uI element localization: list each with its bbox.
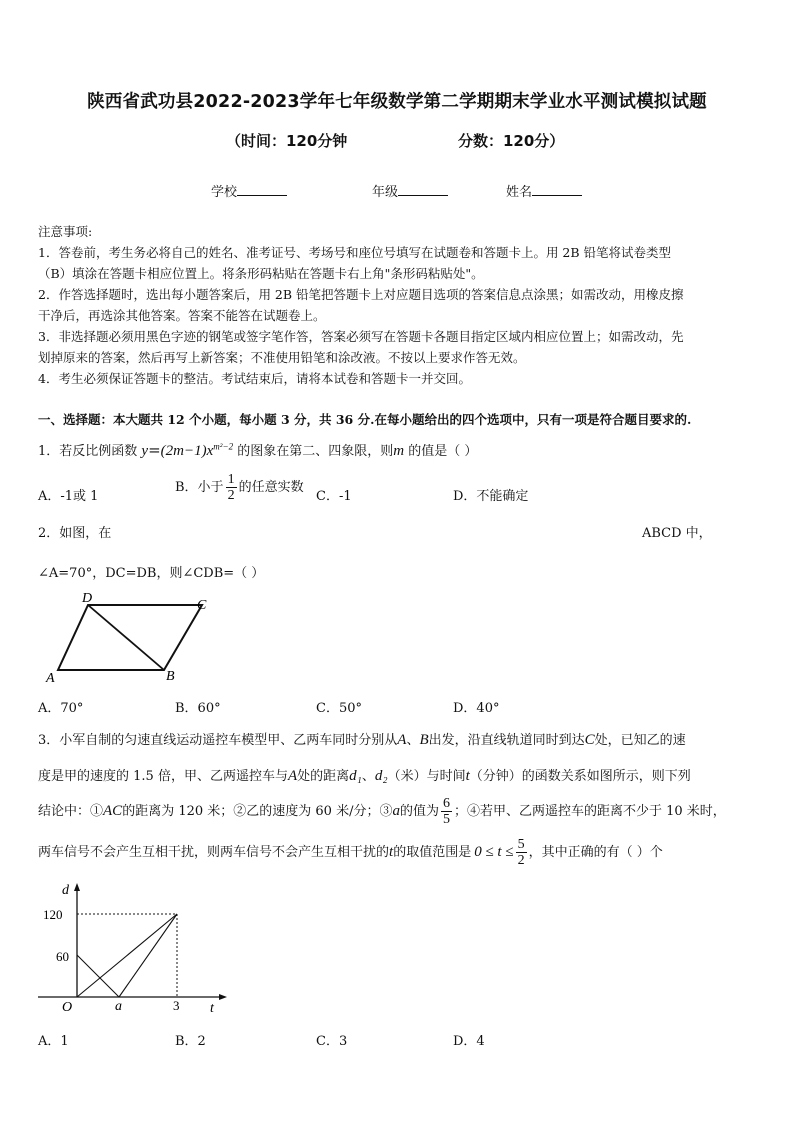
q3-text: ；④若甲、乙两遥控车的距离不少于 10 米时， (453, 804, 726, 819)
q3-var: A (287, 768, 298, 784)
x-axis-label: t (210, 1001, 214, 1015)
q3-text: 两车信号不会产生互相干扰，则两车信号不会产生互相干扰的 (38, 845, 390, 860)
q2-option-c[interactable]: C．50° (316, 701, 362, 716)
q3-line3 (38, 796, 726, 827)
q3-fraction-six-fifths (441, 796, 452, 827)
diagonal-db (88, 605, 164, 670)
vertex-b-label: B (166, 669, 175, 684)
q2-option-b[interactable]: B．60° (175, 701, 221, 716)
parallelogram-shape (58, 605, 202, 670)
school-field (211, 181, 287, 200)
line-yi-approach (77, 955, 119, 997)
name-blank[interactable] (532, 183, 582, 196)
q3-var: d₂ (374, 768, 388, 784)
q2-line2: ∠A=70°，DC=DB，则∠CDB=（ ） (38, 566, 265, 581)
q1-prefix: 1．若反比例函数 (38, 444, 138, 459)
exam-time: （时间：120分钟 (226, 132, 348, 150)
q3-option-c[interactable]: C．3 (316, 1034, 348, 1049)
q3-text: 、 (406, 733, 420, 748)
grade-label: 年级 (372, 185, 399, 200)
q3-text: 出发，沿直线轨道同时到达 (428, 733, 585, 748)
q1-option-c[interactable]: C．-1 (316, 489, 352, 504)
fraction-numerator: 1 (227, 472, 235, 487)
q3-text: 3．小军自制的匀速直线运动遥控车模型甲、乙两车同时分别从 (38, 733, 398, 748)
q1-var-m: m (393, 443, 405, 459)
fraction-numerator: 5 (517, 837, 525, 852)
school-label: 学校 (211, 185, 238, 200)
fraction-denominator: 2 (517, 853, 525, 868)
q1-optb-fraction (226, 472, 237, 503)
q3-var: a (392, 803, 400, 819)
q3-fraction-five-halves (516, 837, 527, 868)
vertex-d-label: D (82, 591, 93, 606)
q1-func-eq: = (148, 441, 161, 459)
notes-line: 干净后，再选涂其他答案。答案不能答在试题卷上。 (38, 308, 326, 323)
x-axis-arrow (219, 994, 227, 1000)
notes-line: 1．答卷前，考生务必将自己的姓名、准考证号、考场号和座位号填写在试题卷和答题卡上。用 2B 铅笔将试卷类型 (38, 245, 672, 260)
vertex-a-label: A (46, 671, 55, 685)
y-axis-arrow (74, 883, 80, 891)
q3-text: （分钟）的函数关系如图所示，则下列 (469, 769, 691, 784)
tick-120-label: 120 (43, 907, 63, 922)
q2-line1-left: 2．如图，在 (38, 526, 112, 541)
grade-field (372, 181, 448, 200)
q3-text: 的取值范围是 (393, 845, 472, 860)
y-axis-label: d (62, 883, 69, 898)
q3-option-a[interactable]: A．1 (38, 1034, 69, 1049)
q3-text: 的距离为 120 米；②乙的速度为 60 米/分；③ (122, 804, 393, 819)
notes-block (38, 221, 684, 389)
q3-line4 (38, 837, 663, 868)
name-field (506, 181, 582, 200)
q3-var: AC (103, 803, 123, 819)
q3-inequality: 0 ≤ t ≤ (474, 844, 514, 860)
question-1 (38, 440, 477, 460)
fraction-numerator: 6 (442, 796, 450, 811)
q2-line1-right: ABCD 中， (642, 526, 712, 541)
q3-var: C (584, 732, 595, 748)
q3-text: （米）与时间 (387, 769, 466, 784)
origin-label: O (62, 1000, 73, 1015)
distance-time-graph (32, 880, 232, 1015)
notes-line: 4．考生必须保证答题卡的整洁。考试结束后，请将本试卷和答题卡一并交回。 (38, 371, 471, 386)
q1-option-b[interactable] (175, 472, 304, 503)
section-heading: 一、选择题：本大题共 12 个小题，每小题 3 分，共 36 分.在每小题给出的四个选项中，只有一项是符合题目要求的. (38, 412, 692, 427)
line-jia (77, 914, 177, 997)
q3-text: 度是甲的速度的 1.5 倍，甲、乙两遥控车与 (38, 769, 288, 784)
notes-line: 3．非选择题必须用黑色字迹的钢笔或签字笔作答，答案必须写在答题卡各题目指定区域内相应位置上；如需改动，先 (38, 329, 684, 344)
q3-var: t (389, 844, 394, 860)
fraction-denominator: 5 (442, 812, 450, 827)
q1-suffix-a: 的图象在第二、四象限，则 (237, 444, 394, 459)
school-blank[interactable] (237, 183, 287, 196)
parallelogram-figure (40, 590, 230, 685)
q1-option-d[interactable]: D．不能确定 (453, 489, 529, 504)
notes-line: 划掉原来的答案，然后再写上新答案；不准使用铅笔和涂改液。不按以上要求作答无效。 (38, 350, 526, 365)
tick-a-label: a (115, 999, 122, 1014)
q1-func-y: y (141, 443, 149, 459)
tick-3-label: 3 (173, 998, 180, 1013)
grade-blank[interactable] (398, 183, 448, 196)
q3-option-b[interactable]: B．2 (175, 1034, 206, 1049)
q3-var: B (419, 732, 429, 748)
fraction-denominator: 2 (227, 488, 235, 503)
q3-var: A (397, 732, 407, 748)
q3-line1 (38, 729, 686, 749)
q3-text: 的值为 (399, 804, 439, 819)
q3-text: 结论中：① (38, 804, 104, 819)
notes-line: 2．作答选择题时，选出每小题答案后，用 2B 铅笔把答题卡上对应题目选项的答案信息点涂黑；如需改动，用橡皮擦 (38, 287, 684, 302)
q3-text: ，其中正确的有（ ）个 (528, 845, 663, 860)
q3-var: t (465, 768, 470, 784)
q3-text: 、 (361, 769, 375, 784)
vertex-c-label: C (197, 598, 207, 613)
q1-optb-pre: B．小于 (175, 480, 224, 495)
exam-score: 分数：120分） (458, 132, 565, 150)
tick-60-label: 60 (56, 949, 69, 964)
q1-suffix-b: 的值是（ ） (408, 444, 478, 459)
notes-line: （B）填涂在答题卡相应位置上。将条形码粘贴在答题卡右上角"条形码粘贴处"。 (38, 266, 484, 281)
q1-func-exp: m²−2 (213, 441, 234, 452)
q1-func-paren: (2m−1) (160, 443, 207, 459)
q1-func-x: x (206, 443, 214, 459)
q3-line2 (38, 765, 691, 785)
q3-text: 处，已知乙的速 (594, 733, 686, 748)
page-title: 陕西省武功县2022-2023学年七年级数学第二学期期末学业水平测试模拟试题 (87, 92, 707, 112)
q1-optb-post: 的任意实数 (238, 480, 304, 495)
q3-option-d[interactable]: D．4 (453, 1034, 485, 1049)
q3-var: d₁ (349, 768, 362, 784)
q2-option-a[interactable]: A．70° (38, 701, 84, 716)
name-label: 姓名 (506, 185, 533, 200)
q2-option-d[interactable]: D．40° (453, 701, 500, 716)
q3-text: 处的距离 (297, 769, 350, 784)
q1-option-a[interactable]: A．-1或 1 (38, 489, 99, 504)
notes-heading: 注意事项: (38, 224, 93, 239)
